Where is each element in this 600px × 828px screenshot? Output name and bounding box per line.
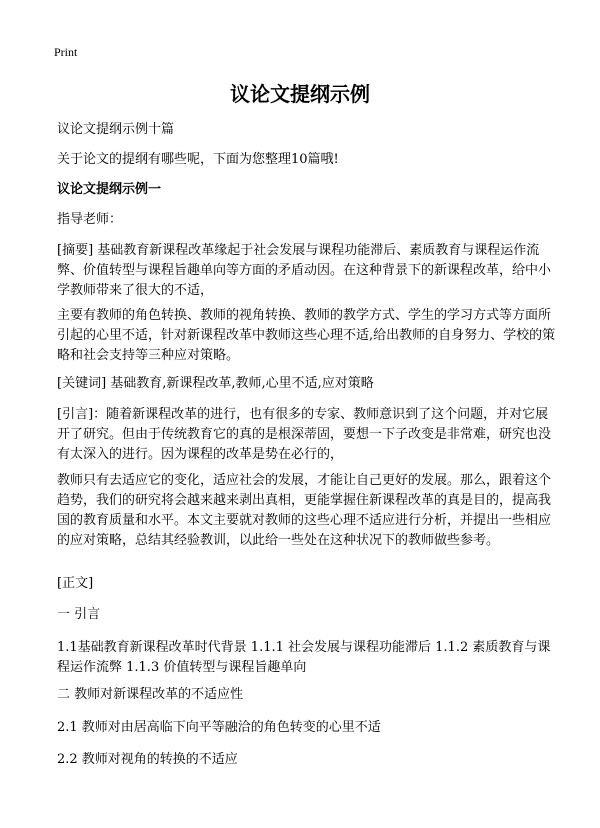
outline-heading-1: 一 引言: [57, 607, 101, 622]
outline-heading-2: 二 教师对新课程改革的不适应性: [57, 687, 244, 702]
intro-text: 关于论文的提纲有哪些呢，下面为您整理10篇哦!: [57, 152, 339, 167]
outline-items-1: 1.1基础教育新课程改革时代背景 1.1.1 社会发展与课程功能滞后 1.1.2 素质教育与课程运作流弊 1.1.3 价值转型与课程旨趣单向: [57, 640, 551, 675]
outline-item-2-2: 2.2 教师对视角的转换的不适应: [57, 752, 238, 767]
preface-paragraph-1: [引言]：随着新课程改革的进行，也有很多的专家、教师意识到了这个问题，并对它展开了研究。但由于传统教育它的真的是根深蒂固，要想一下子改变是非常难，研究也没有太深入的进行。因为课程的改革是势在必行的，: [57, 407, 552, 462]
print-label: Print: [54, 45, 78, 59]
body-label: [正文]: [57, 576, 94, 591]
page-title: 议论文提纲示例: [230, 82, 370, 106]
subtitle: 议论文提纲示例十篇: [57, 122, 175, 137]
preface-paragraph-2: 教师只有去适应它的变化，适应社会的发展，才能让自己更好的发展。那么，跟着这个趋势，我们的研究将会越来越来剥出真相，更能掌握住新课程改革的真是目的，提高我国的教育质量和水平。本文主要就对教师的这些心理不适应进行分析，并提出一些相应的应对策略，总结其经验教训，以此给一些处在这种状况下的教师做些参考。: [57, 473, 552, 548]
advisor-line: 指导老师：: [57, 212, 123, 227]
abstract-paragraph-1: [摘要] 基础教育新课程改革缘起于社会发展与课程功能滞后、素质教育与课程运作流弊、价值转型与课程旨趣单向等方面的矛盾动因。在这种背景下的新课程改革，给中小学教师带来了很大的不适，: [57, 243, 552, 298]
abstract-paragraph-2: 主要有教师的角色转换、教师的视角转换、教师的教学方式、学生的学习方式等方面所引起的心里不适，针对新课程改革中教师这些心理不适,给出教师的自身努力、学校的策略和社会支持等三种应对策略。: [57, 308, 556, 363]
keywords-line: [关键词] 基础教育,新课程改革,教师,心里不适,应对策略: [57, 376, 374, 391]
outline-item-2-1: 2.1 教师对由居高临下向平等融洽的角色转变的心里不适: [57, 720, 381, 735]
section-heading: 议论文提纲示例一: [57, 182, 162, 197]
